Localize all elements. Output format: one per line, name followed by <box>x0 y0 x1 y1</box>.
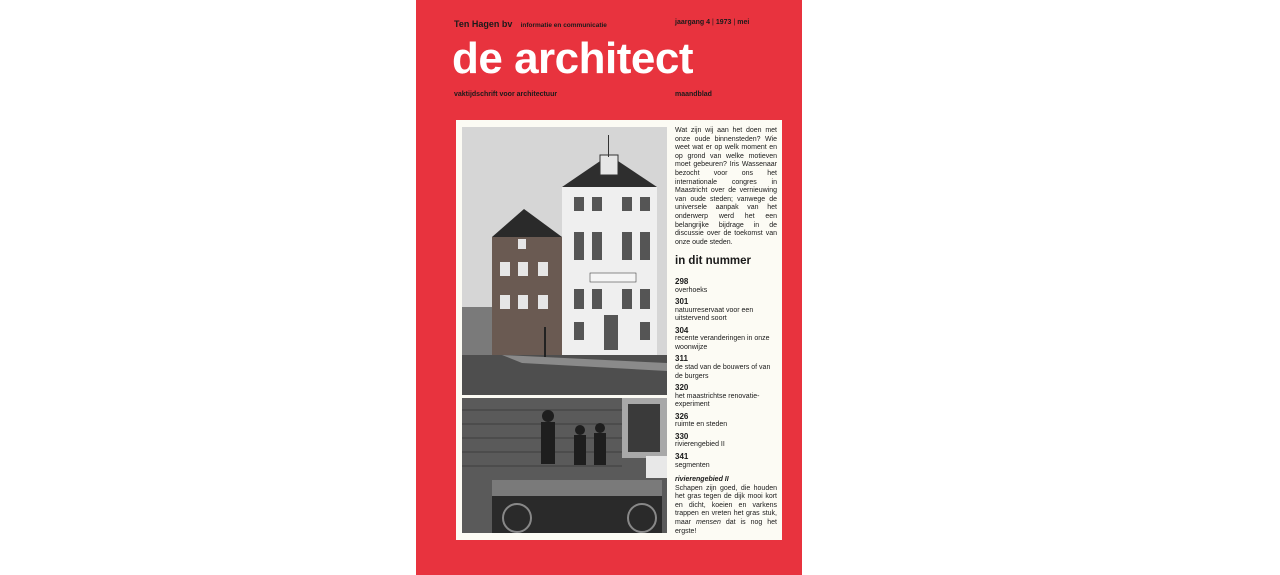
issue-separator: | <box>712 19 714 26</box>
issue-year: 1973 <box>715 19 732 26</box>
toc-page-number: 320 <box>675 383 689 393</box>
photo-caption <box>675 476 777 536</box>
toc-page-number: 341 <box>675 452 689 462</box>
toc-item[interactable] <box>675 277 777 295</box>
toc-page-number: 330 <box>675 431 689 441</box>
magazine-title: de architect <box>452 34 693 83</box>
toc-article-title: het maastrichtse renovatie-experiment <box>675 392 760 409</box>
caption-text-end: dat is nog het ergste! <box>675 518 777 535</box>
toc-heading: in dit nummer <box>675 255 752 267</box>
issue-volume: jaargang 4 <box>675 19 711 26</box>
toc-article-title: overhoeks <box>675 286 708 294</box>
toc-article-title: rivierengebied II <box>675 441 725 449</box>
building-illustration <box>462 127 667 395</box>
toc-page-number: 304 <box>675 325 689 335</box>
toc-article-title: natuurreservaat voor een uitstervend soort <box>675 306 754 323</box>
issue-month: mei <box>737 19 750 26</box>
toc-page-number: 311 <box>675 354 688 364</box>
toc-item[interactable] <box>675 326 777 353</box>
publisher-name: Ten Hagen bv <box>454 19 513 29</box>
toc-item[interactable] <box>675 354 777 381</box>
intro-paragraph: Wat zijn wij aan het doen met onze oude binnensteden? Wie weet wat er op welk moment en op grond van welke motieven moet gebeuren? Iris Wassenaar bezocht voor ons het internationale congres in Maastricht over de vernieuwing van oude steden; vanwege de universele aanpak van het onderwerp werd het een belangrijke bijdrage in de discussie over de toekomst van onze oude steden. <box>675 127 777 246</box>
toc-article-title: de stad van de bouwers of van de burgers <box>675 363 771 380</box>
table-of-contents <box>675 277 777 472</box>
toc-page-number: 301 <box>675 297 689 307</box>
caption-text: Schapen zijn goed, die houden het gras tegen de dijk mooi kort en dicht, koeien en varkens trappen en vreten het gras stuk, maar <box>675 484 777 526</box>
toc-article-title: ruimte en steden <box>675 421 728 429</box>
toc-page-number: 326 <box>675 411 689 421</box>
toc-page-number: 298 <box>675 277 689 286</box>
issue-info <box>675 19 749 26</box>
children-photo <box>462 398 667 533</box>
street-building-photo <box>462 127 667 395</box>
issue-separator: | <box>733 19 736 26</box>
toc-item[interactable] <box>675 432 777 450</box>
magazine-cover <box>416 0 802 575</box>
publisher-line <box>454 19 607 29</box>
caption-emphasis: mensen <box>695 518 721 526</box>
publication-frequency: maandblad <box>675 91 712 98</box>
toc-article-title: recente veranderingen in onze woonwijze <box>675 335 770 351</box>
toc-item[interactable] <box>675 383 777 410</box>
children-illustration <box>462 398 667 533</box>
toc-item[interactable] <box>675 412 777 430</box>
magazine-subtitle: vaktijdschrift voor architectuur <box>454 91 558 98</box>
publisher-tagline: informatie en communicatie <box>520 22 607 29</box>
toc-article-title: segmenten <box>675 461 710 469</box>
toc-item[interactable] <box>675 452 777 470</box>
content-panel <box>456 120 782 540</box>
caption-title: rivierengebied II <box>675 476 729 483</box>
toc-item[interactable] <box>675 297 777 324</box>
